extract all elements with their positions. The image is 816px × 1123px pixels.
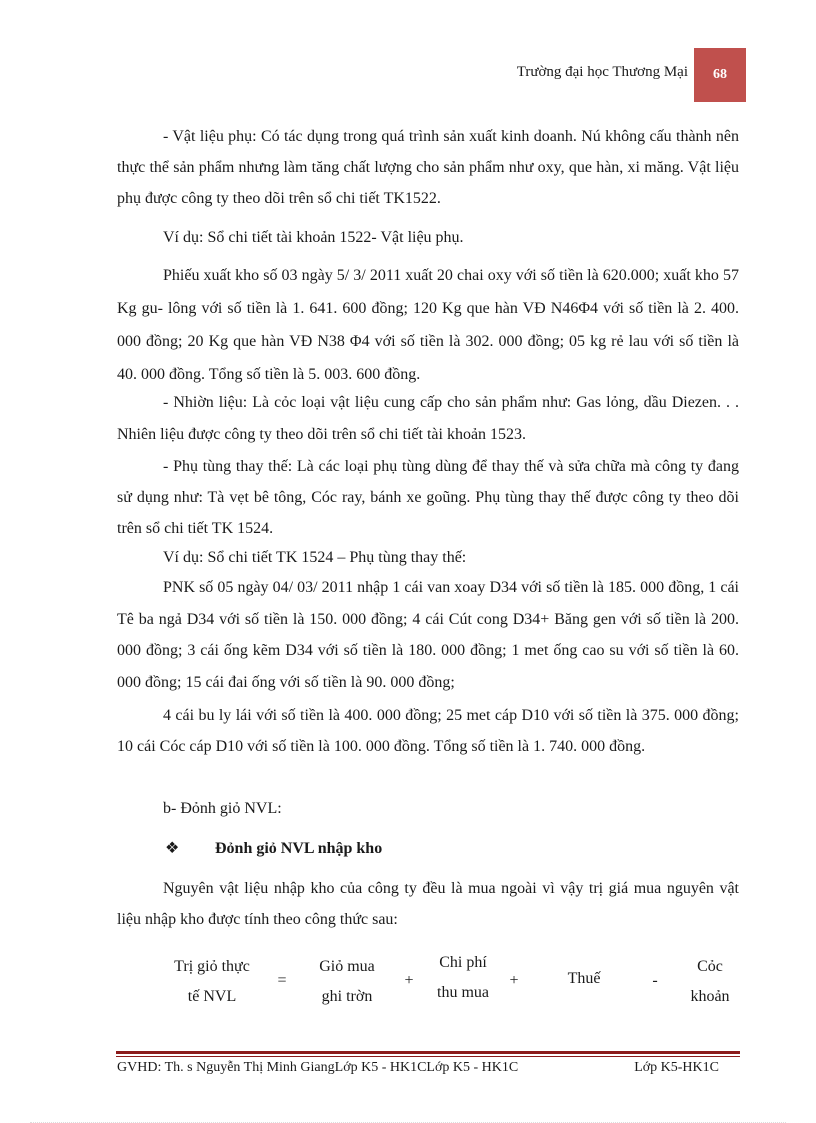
paragraph-example-1524: Ví dụ: Sổ chi tiết TK 1524 – Phụ tùng thay thế: [163,549,467,566]
formula [0,950,816,1020]
paragraph-valuation: b- Đỏnh giỏ NVL: [163,800,282,817]
page-number-badge: 68 [694,48,746,102]
paragraph-receipt-slip: PNK số 05 ngày 04/ 03/ 2011 nhập 1 cái van xoay D34 với số tiền là 185. 000 đồng, 1 cái Tê ba ngả D34 với số tiền là 150. 000 đồng; 4 cái Cút cong D34+ Băng gen với số tiền là 200. 000 đồng; 3 cái ống kẽm D34 với số tiền là 180. 000 đồng; 1 met ống cao su với số tiền là 60. 000 đồng; 15 cái đai ống với số tiền là 90. 000 đồng; [117,579,739,691]
paragraph-issue-slip: Phiếu xuất kho số 03 ngày 5/ 3/ 2011 xuất 20 chai oxy với số tiền là 620.000; xuất kho 57 Kg gu- lông với số tiền là 1. 641. 600 đồng; 120 Kg que hàn VĐ N46Φ4 với số tiền là 2. 400. 000 đồng; 20 Kg que hàn VĐ N38 Φ4 với số tiền là 302. 000 đồng; 05 kg rẻ lau với số tiền là 40. 000 đồng. Tổng số tiền là 5. 003. 600 đồng. [117,267,739,383]
formula-term-deductions: Cỏc khoản [690,958,730,1005]
formula-term-actual-value: Trị giỏ thực tế NVL [174,958,250,1005]
formula-minus: - [652,972,658,989]
paragraph-materials-aux: - Vật liệu phụ: Có tác dụng trong quá trình sản xuất kinh doanh. Nú không cấu thành nên thực thể sản phẩm nhưng làm tăng chất lượng cho sản phẩm như oxy, que hàn, xi măng. Vật liệu phụ được công ty theo dõi trên sổ chi tiết TK1522. [117,128,739,207]
paragraph-example-1522: Ví dụ: Sổ chi tiết tài khoản 1522- Vật liệu phụ. [163,229,464,246]
paragraph-spare-parts: - Phụ tùng thay thế: Là các loại phụ tùng dùng để thay thế và sửa chữa mà công ty đang sử dụng như: Tà vẹt bê tông, Cóc ray, bánh xe goũng. Phụ tùng thay thế được công ty theo dõi trên sổ chi tiết TK 1524. [117,458,739,537]
formula-plus-1: + [404,972,414,989]
page-header-title: Trường đại học Thương Mại [516,64,688,80]
section-heading-text: Đỏnh giỏ NVL nhập kho [215,840,383,857]
section-heading [165,838,382,858]
paragraph-fuel: - Nhiờn liệu: Là cỏc loại vật liệu cung cấp cho sản phẩm như: Gas lỏng, dầu Diezen. . . Nhiên liệu được công ty theo dõi trên sổ chi tiết tài khoản 1523. [117,394,739,443]
footer-class: Lớp K5-HK1C [634,1060,719,1075]
footer-instructor: GVHD: Th. s Nguyễn Thị Minh GiangLớp K5 - HK1CLớp K5 - HK1C [117,1060,519,1075]
formula-term-purchase-cost: Chi phí thu mua [437,954,489,1001]
paragraph-formula-intro: Nguyên vật liệu nhập kho của công ty đều là mua ngoài vì vậy trị giá mua nguyên vật liệu nhập kho được tính theo công thức sau: [117,880,739,928]
formula-term-tax: Thuế [567,970,601,987]
formula-term-purchase-price: Giỏ mua ghi trờn [319,958,375,1005]
formula-plus-2: + [509,972,519,989]
paragraph-receipt-continued: 4 cái bu ly lái với số tiền là 400. 000 đồng; 25 met cáp D10 với số tiền là 375. 000 đồng; 10 cái Cóc cáp D10 với số tiền là 100. 000 đồng. Tổng số tiền là 1. 740. 000 đồng. [117,707,739,755]
formula-equals: = [277,972,287,989]
diamond-bullet-icon: ❖ [165,840,180,857]
footer-rule-thin [116,1056,740,1057]
footer-rule-thick [116,1051,740,1054]
